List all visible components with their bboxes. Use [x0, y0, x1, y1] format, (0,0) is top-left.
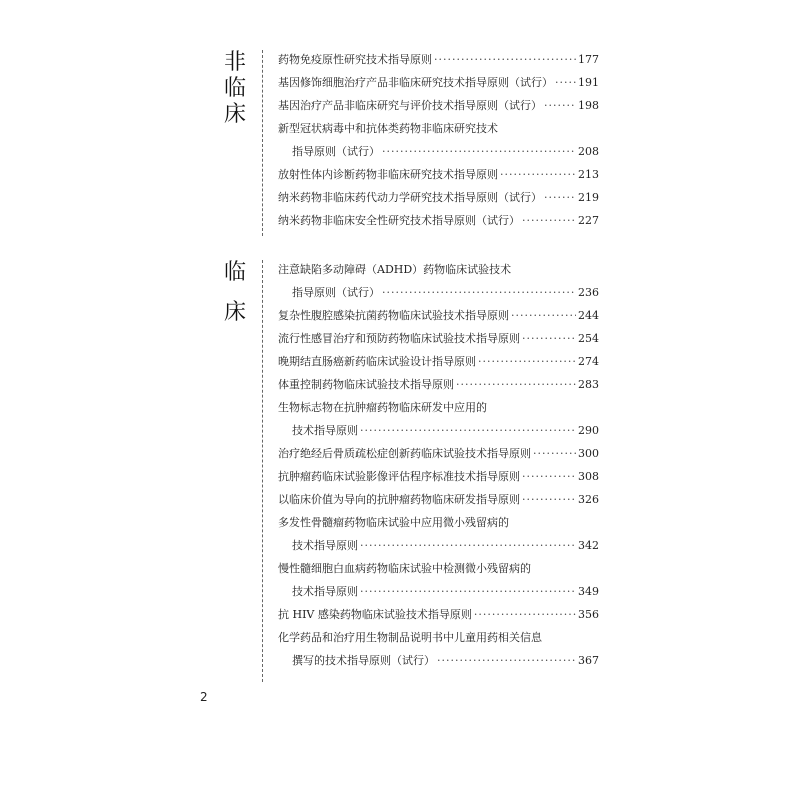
dot-leader — [500, 163, 576, 186]
dot-leader — [511, 304, 576, 327]
toc-entry-line — [278, 163, 598, 186]
toc-entry-line — [278, 396, 598, 419]
dot-leader — [382, 281, 576, 304]
toc-entry-title: 治疗绝经后骨质疏松症创新药临床试验技术指导原则 — [278, 447, 531, 460]
toc-entry-title: 慢性髓细胞白血病药物临床试验中检测微小残留病的 — [278, 562, 531, 575]
toc-entry-line-continued — [278, 534, 598, 557]
dot-leader — [474, 603, 576, 626]
page-number: 2 — [200, 690, 208, 704]
toc-entry-title: 生物标志物在抗肿瘤药物临床研发中应用的 — [278, 401, 487, 414]
section-clinical — [0, 258, 800, 682]
dot-leader — [555, 71, 576, 94]
toc-entry-title: 药物免疫原性研究技术指导原则 — [278, 53, 432, 66]
toc-entry-line — [278, 350, 598, 373]
toc-entry[interactable] — [278, 603, 598, 626]
toc-entry-line — [278, 511, 598, 534]
toc-entry-title: 晚期结直肠癌新药临床试验设计指导原则 — [278, 355, 476, 368]
dot-leader — [522, 209, 576, 232]
toc-entry[interactable] — [278, 626, 598, 672]
toc-page-number: 254 — [578, 332, 599, 345]
toc-entry-line-continued — [278, 140, 598, 163]
toc-entry-line — [278, 71, 598, 94]
toc-page-number: 290 — [578, 424, 599, 437]
toc-entry-line-continued — [278, 580, 598, 603]
toc-page-number: 356 — [578, 608, 599, 621]
section-title-clinical — [222, 260, 248, 340]
toc-entry-line-continued — [278, 419, 598, 442]
toc-entry-line-continued — [278, 649, 598, 672]
dot-leader — [533, 442, 576, 465]
toc-entry-title: 放射性体内诊断药物非临床研究技术指导原则 — [278, 168, 498, 181]
toc-entry[interactable] — [278, 258, 598, 304]
dot-leader — [434, 48, 576, 71]
toc-entry-title: 技术指导原则 — [292, 539, 358, 552]
toc-entry-line — [278, 48, 598, 71]
toc-entry-line — [278, 94, 598, 117]
toc-entry-line — [278, 258, 598, 281]
toc-entry[interactable] — [278, 94, 598, 117]
toc-page-number: 177 — [578, 53, 599, 66]
toc-entry[interactable] — [278, 327, 598, 350]
toc-entry-title: 技术指导原则 — [292, 424, 358, 437]
section-divider — [262, 50, 263, 236]
toc-entry-line — [278, 304, 598, 327]
toc-entry-list — [278, 48, 598, 232]
dot-leader — [360, 580, 576, 603]
toc-entry-line — [278, 186, 598, 209]
toc-entry-line — [278, 557, 598, 580]
toc-entry-title: 纳米药物非临床安全性研究技术指导原则（试行） — [278, 214, 520, 227]
toc-page-number: 342 — [578, 539, 599, 552]
toc-page-number: 349 — [578, 585, 599, 598]
toc-entry[interactable] — [278, 465, 598, 488]
toc-entry[interactable] — [278, 511, 598, 557]
toc-entry-title: 注意缺陷多动障碍（ADHD）药物临床试验技术 — [278, 263, 512, 276]
toc-page-number: 236 — [578, 286, 599, 299]
dot-leader — [544, 186, 576, 209]
section-nonclinical — [0, 48, 800, 236]
toc-page-number: 198 — [578, 99, 599, 112]
toc-entry-title: 多发性骨髓瘤药物临床试验中应用微小残留病的 — [278, 516, 509, 529]
toc-entry[interactable] — [278, 488, 598, 511]
dot-leader — [478, 350, 576, 373]
section-title-nonclinical: 非临床 — [223, 50, 246, 127]
toc-entry-line — [278, 488, 598, 511]
toc-entry[interactable] — [278, 163, 598, 186]
toc-entry-title: 技术指导原则 — [292, 585, 358, 598]
toc-entry-line — [278, 442, 598, 465]
toc-entry[interactable] — [278, 117, 598, 163]
section-title-char: 临 — [223, 260, 246, 285]
toc-page-number: 367 — [578, 654, 599, 667]
toc-entry-line — [278, 373, 598, 396]
toc-entry[interactable] — [278, 186, 598, 209]
toc-entry-line-continued — [278, 281, 598, 304]
toc-entry[interactable] — [278, 442, 598, 465]
toc-entry-title: 基因修饰细胞治疗产品非临床研究技术指导原则（试行） — [278, 76, 553, 89]
dot-leader — [382, 140, 576, 163]
dot-leader — [456, 373, 576, 396]
dot-leader — [437, 649, 576, 672]
toc-entry-title: 流行性感冒治疗和预防药物临床试验技术指导原则 — [278, 332, 520, 345]
toc-page-number: 208 — [578, 145, 599, 158]
toc-page-number: 213 — [578, 168, 599, 181]
toc-entry-title: 指导原则（试行） — [292, 145, 380, 158]
toc-entry-line — [278, 465, 598, 488]
dot-leader — [522, 465, 576, 488]
toc-entry-title: 抗 HIV 感染药物临床试验技术指导原则 — [278, 608, 472, 621]
toc-page-number: 274 — [578, 355, 599, 368]
toc-entry-title: 化学药品和治疗用生物制品说明书中儿童用药相关信息 — [278, 631, 542, 644]
section-divider — [262, 260, 263, 682]
toc-entry-title: 新型冠状病毒中和抗体类药物非临床研究技术 — [278, 122, 498, 135]
toc-page-number: 244 — [578, 309, 599, 322]
toc-entry-list — [278, 258, 598, 672]
toc-entry-title: 体重控制药物临床试验技术指导原则 — [278, 378, 454, 391]
toc-entry-line — [278, 603, 598, 626]
toc-entry[interactable] — [278, 350, 598, 373]
toc-entry-line — [278, 117, 598, 140]
toc-entry-title: 指导原则（试行） — [292, 286, 380, 299]
toc-entry[interactable] — [278, 373, 598, 396]
toc-entry[interactable] — [278, 304, 598, 327]
toc-entry-line — [278, 209, 598, 232]
dot-leader — [522, 327, 576, 350]
toc-entry[interactable] — [278, 71, 598, 94]
toc-page-number: 300 — [578, 447, 599, 460]
toc-entry-line — [278, 626, 598, 649]
toc-entry[interactable] — [278, 396, 598, 442]
dot-leader — [522, 488, 576, 511]
toc-page-number: 191 — [578, 76, 599, 89]
toc-page-number: 283 — [578, 378, 599, 391]
toc-entry-title: 撰写的技术指导原则（试行） — [292, 654, 435, 667]
toc-page-number: 326 — [578, 493, 599, 506]
toc-page-number: 227 — [578, 214, 599, 227]
dot-leader — [360, 419, 576, 442]
toc-entry-title: 以临床价值为导向的抗肿瘤药物临床研发指导原则 — [278, 493, 520, 506]
toc-entry-title: 抗肿瘤药临床试验影像评估程序标准技术指导原则 — [278, 470, 520, 483]
dot-leader — [360, 534, 576, 557]
toc-page-number: 308 — [578, 470, 599, 483]
toc-entry[interactable] — [278, 209, 598, 232]
toc-entry-title: 纳米药物非临床药代动力学研究技术指导原则（试行） — [278, 191, 542, 204]
dot-leader — [544, 94, 576, 117]
toc-entry-title: 复杂性腹腔感染抗菌药物临床试验技术指导原则 — [278, 309, 509, 322]
toc-entry[interactable] — [278, 48, 598, 71]
section-title-char: 床 — [223, 300, 246, 325]
toc-entry-line — [278, 327, 598, 350]
toc-entry[interactable] — [278, 557, 598, 603]
toc-entry-title: 基因治疗产品非临床研究与评价技术指导原则（试行） — [278, 99, 542, 112]
toc-page-number: 219 — [578, 191, 599, 204]
